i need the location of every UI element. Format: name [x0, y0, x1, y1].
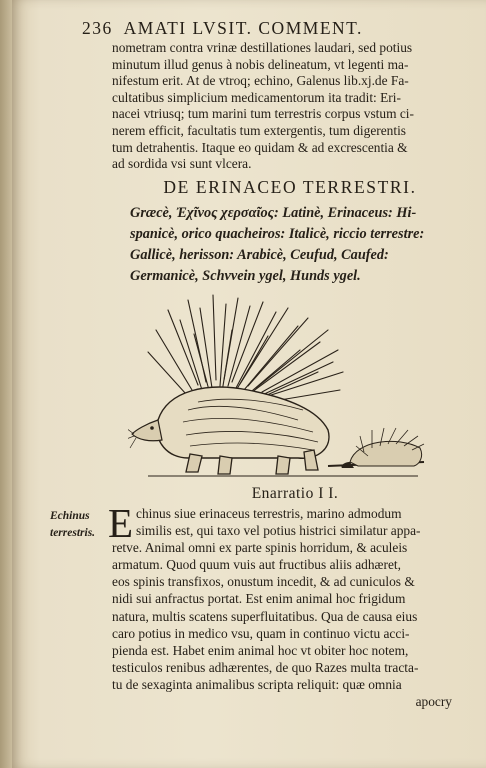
text-line: eos spinis transfixos, onustum incedit, & ad cuniculos &	[112, 574, 415, 590]
running-header	[82, 18, 462, 38]
enarratio-body	[112, 505, 452, 710]
text-line: nometram contra vrinæ destillationes laudari, sed potius	[112, 40, 413, 55]
text-line: nerem efficit, facultatis tum extergentis, tum digerentis	[112, 122, 407, 138]
paragraph-top	[112, 40, 452, 173]
section-title: DE ERINACEO TERRESTRI.	[163, 177, 417, 197]
page-number: 236	[82, 18, 113, 38]
margin-note-line: terrestris.	[50, 527, 96, 539]
text-line: similis est, qui taxo vel potius histrici similatur appa-	[136, 523, 421, 539]
text-line: caro potius in medico vsu, quam in continuo victu acci-	[112, 625, 410, 641]
text-line: testiculos renibus adhærentes, de quo Razes multa tracta-	[112, 659, 419, 675]
text-line: pienda est. Habet enim animal hoc vt obiter hoc notem,	[112, 642, 409, 658]
text-line: natura, multis scatens superfluitatibus. Qua de causa eius	[112, 608, 418, 624]
margin-note-line: Echinus	[50, 510, 90, 522]
text-line: tu de sexaginta animalibus scripta reliquit: quæ omnia	[112, 676, 402, 692]
text-line: ad sordida vsi sunt vlcera.	[112, 156, 252, 172]
text-line: minutum illud genus à nobis delineatum, vt legenti ma-	[112, 56, 409, 72]
text-line: cultatibus simplicium medicamentorum ita tradit: Eri-	[112, 89, 401, 105]
running-title: AMATI LVSIT. COMMENT.	[123, 18, 363, 38]
names-line: Germanicè, Schvvein ygel, Hunds ygel.	[130, 268, 361, 284]
enarratio-heading: Enarratio I I.	[251, 485, 339, 502]
text-line: armatum. Quod quum vuis aut fructibus aliis adhæret,	[112, 557, 401, 573]
vernacular-names	[130, 203, 460, 287]
text-line: nifestum erit. At de vtroq; echino, Galenus lib.xj.de Fa-	[112, 73, 409, 89]
catchword: apocry	[415, 694, 452, 710]
margin-note	[50, 508, 110, 542]
text-line: tum detrahentis. Itaque eo quidam & ad excrescentia &	[112, 139, 408, 155]
names-line: spanicè, orico quacheiros: Italicè, riccio terrestre:	[130, 226, 425, 242]
drop-capital: E	[108, 500, 134, 546]
text-line: retve. Animal omni ex parte spinis horridum, & aculeis	[112, 540, 408, 556]
text-line: nacei vtriusq; tum marini tum terrestris corpus vstum ci-	[112, 106, 414, 122]
names-line: Gallicè, herisson: Arabicè, Ceufud, Caufed:	[130, 247, 389, 263]
text-line: nidi sui anfractus portat. Est enim animal hoc frigidum	[112, 591, 406, 607]
text-line: chinus siue erinaceus terrestris, marino admodum	[136, 506, 402, 521]
porcupine-woodcut-icon	[128, 290, 428, 480]
names-line: Græcè, Ἐχῖνος χερσαῖος: Latinè, Erinaceus: Hi-	[130, 205, 417, 221]
